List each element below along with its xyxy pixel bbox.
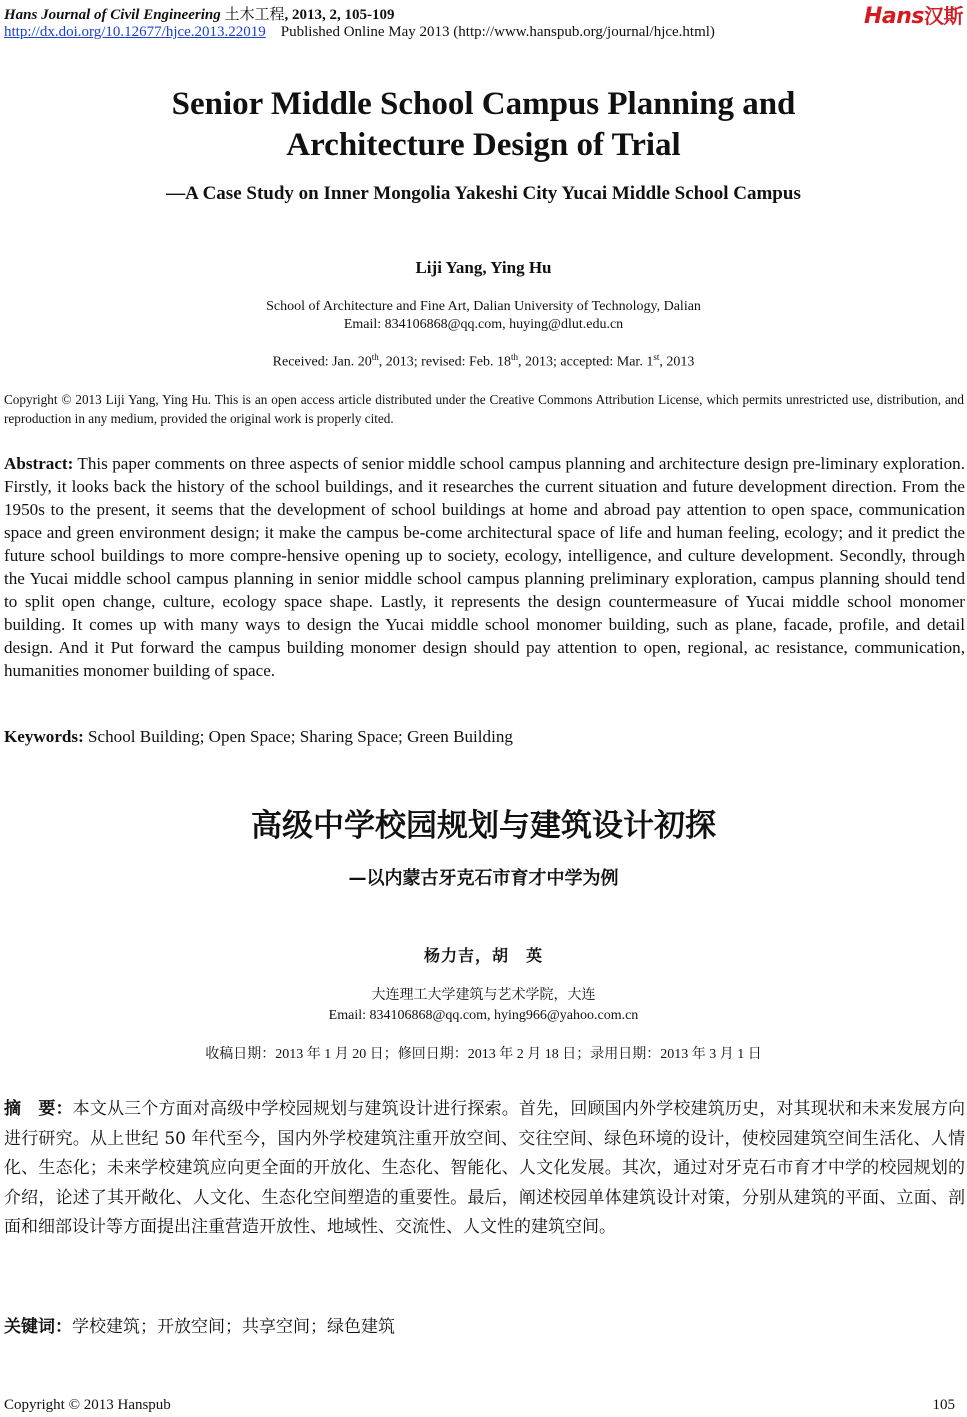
email: Email: 834106868@qq.com, huying@dlut.edu.cn: [343, 317, 624, 332]
chinese-received-dates: 收稿日期：2013 年 1 月 20 日；修回日期：2013 年 2 月 18 日；录用日期：2013 年 3 月 1 日: [205, 1047, 762, 1062]
chinese-keywords: [4, 1312, 395, 1337]
affiliation: School of Architecture and Fine Art, Dalian University of Technology, Dalian: [266, 299, 701, 314]
received-dates: Received: Jan. 20th, 2013; revised: Feb. 18th, 2013; accepted: Mar. 1st, 2013: [272, 352, 695, 370]
published-info: Published Online May 2013 (http://www.hanspub.org/journal/hjce.html): [280, 24, 715, 40]
chinese-affiliation: 大连理工大学建筑与艺术学院，大连: [371, 988, 596, 1003]
chinese-abstract-label: 摘 要：: [4, 1099, 73, 1119]
paper-subtitle: —A Case Study on Inner Mongolia Yakeshi City Yucai Middle School Campus: [166, 183, 801, 204]
journal-name: Hans Journal of Civil Engineering: [4, 7, 221, 23]
authors: Liji Yang, Ying Hu: [415, 258, 552, 277]
page-number: 105: [932, 1397, 955, 1413]
chinese-keywords-text: 学校建筑；开放空间；共享空间；绿色建筑: [72, 1317, 395, 1337]
chinese-subtitle: —以内蒙古牙克石市育才中学为例: [348, 868, 619, 889]
journal-volume: , 2013, 2, 105-109: [284, 7, 395, 23]
hans-logo: Hans汉斯: [863, 4, 963, 29]
doi-link[interactable]: http://dx.doi.org/10.12677/hjce.2013.22019: [4, 24, 266, 40]
paper-title: [0, 84, 967, 166]
keywords-text: School Building; Open Space; Sharing Space; Green Building: [83, 727, 513, 746]
chinese-email: Email: 834106868@qq.com, hying966@yahoo.com.cn: [328, 1008, 639, 1023]
chinese-authors: 杨力吉，胡 英: [423, 946, 543, 965]
abstract: [4, 452, 965, 682]
chinese-abstract: [4, 1095, 965, 1243]
doi-line: [4, 24, 715, 41]
journal-header: [4, 3, 394, 24]
keywords-label: Keywords:: [4, 727, 84, 746]
title-line-1: Senior Middle School Campus Planning and: [171, 86, 796, 122]
journal-name-cn: 土木工程: [224, 7, 285, 23]
chinese-keywords-label: 关键词：: [4, 1317, 72, 1337]
chinese-title: 高级中学校园规划与建筑设计初探: [251, 808, 716, 844]
affiliation-block: [0, 298, 967, 334]
title-line-2: Architecture Design of Trial: [286, 127, 681, 163]
chinese-affiliation-block: [0, 986, 967, 1026]
footer-copyright: Copyright © 2013 Hanspub: [4, 1397, 171, 1413]
keywords: [4, 727, 513, 747]
chinese-abstract-text: 本文从三个方面对高级中学校园规划与建筑设计进行探索。首先，回顾国内外学校建筑历史，对其现状和未来发展方向进行研究。从上世纪 50 年代至今，国内外学校建筑注重开放空间、交往空间、绿色环境的设计，使校园建筑空间生活化、人情化、生态化；未来学校建筑应向更全面的开放化、生态化、智能化、人文化发展。其次，通过对牙克石市育才中学的校园规划的介绍，论述了其开敞化、人文化、生态化空间塑造的重要性。最后，阐述校园单体建筑设计对策，分别从建筑的平面、立面、剖面和细部设计等方面提出注重营造开放性、地域性、交流性、人文性的建筑空间。: [4, 1099, 965, 1237]
abstract-label: Abstract:: [4, 454, 74, 473]
abstract-text: This paper comments on three aspects of senior middle school campus planning and architecture design pre-liminary exploration. Firstly, it looks back the history of the school buildings, and it researches the current situation and future development direction. From the 1950s to the present, it seems that the development of school buildings at home and abroad pay attention to open space, communication space and green environment design; it make the campus be-come architectural space of life and human feeling, ecology; and it predict the future school buildings to more compre-hensive opening up to society, ecology, intelligence, and culture development. Secondly, through the Yucai middle school campus planning in senior middle school campus planning preliminary exploration, campus planning should tend to split open change, culture, ecology space shape. Lastly, it represents the design countermeasure of Yucai middle school monomer building. It comes up with many ways to design the Yucai middle school monomer building, such as plane, facade, profile, and detail design. And it Put forward the campus building monomer design should pay attention to open, regional, ac resistance, communication, humanities monomer building of space.: [4, 454, 965, 680]
copyright-notice: Copyright © 2013 Liji Yang, Ying Hu. This is an open access article distributed under the Creative Commons Attribution License, which permits unrestricted use, distribution, and reproduction in any medium, provided the original work is properly cited.: [4, 392, 964, 426]
